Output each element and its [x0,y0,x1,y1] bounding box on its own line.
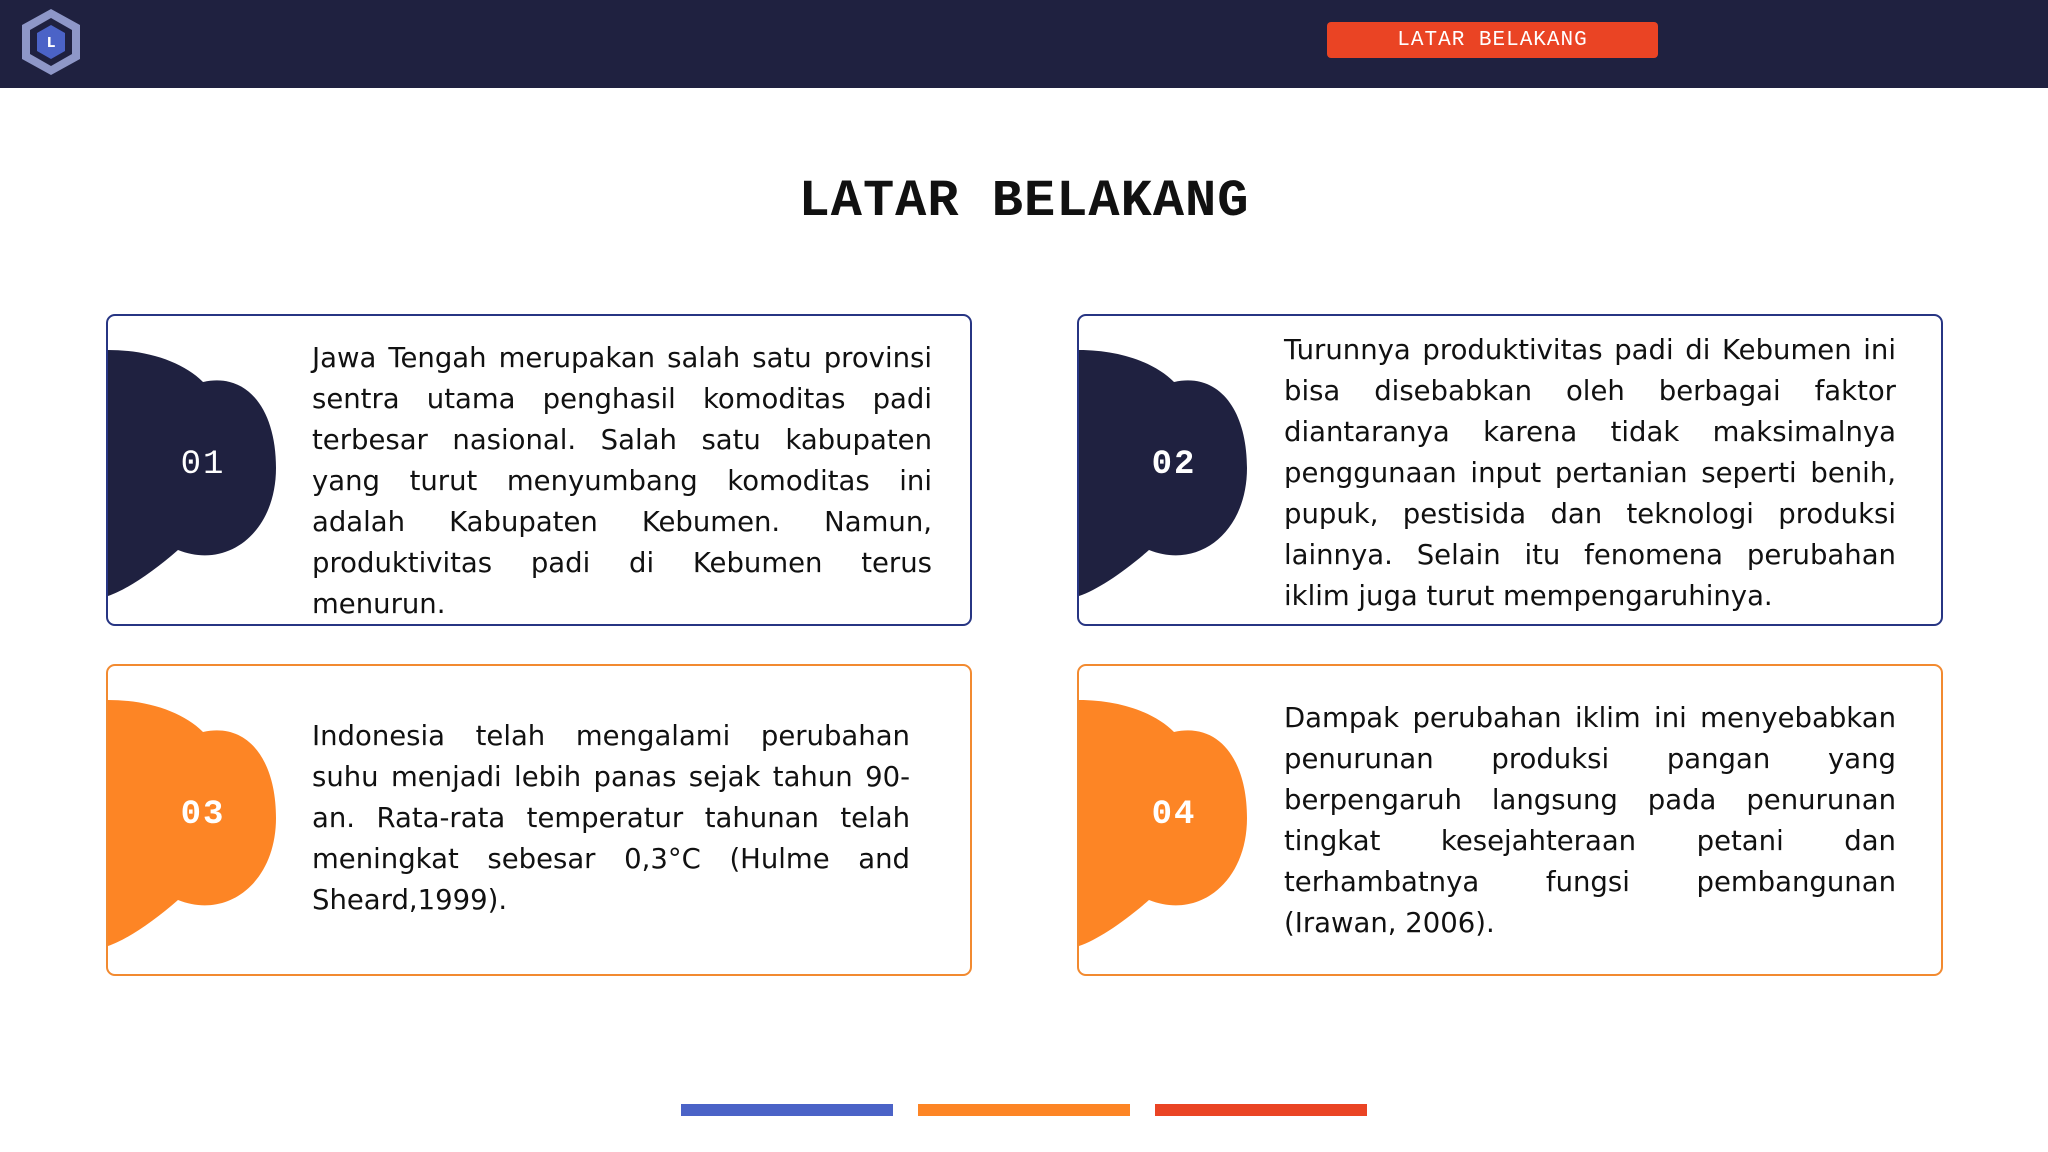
card-03-number: 03 [180,796,226,834]
card-01-text: Jawa Tengah merupakan salah satu provinsi sentra utama penghasil komoditas padi terbesar nasional. Salah satu kabupaten yang turut menyumbang komoditas ini adalah Kabupaten Kebumen. Namun, produktivitas padi di Kebumen terus menurun. [312,342,932,620]
card-04-number: 04 [1151,796,1197,834]
card-04-text: Dampak perubahan iklim ini menyebabkan penurunan produksi pangan yang berpengaruh langsung pada penurunan tingkat kesejahteraan petani dan terhambatnya fungsi pembangunan (Irawan, 2006). [1284,702,1896,939]
nav-latar-belakang-button[interactable]: LATAR BELAKANG [1327,22,1658,58]
card-04 [1077,664,1943,976]
card-03 [106,664,972,976]
card-02-number: 02 [1151,446,1197,484]
page-title: LATAR BELAKANG [798,172,1250,231]
hexagon-logo-icon[interactable] [18,7,84,77]
card-02-text: Turunnya produktivitas padi di Kebumen ini bisa disebabkan oleh berbagai faktor diantaranya karena tidak maksimalnya penggunaan input pertanian seperti benih, pupuk, pestisida dan teknologi produksi lainnya. Selain itu fenomena perubahan iklim juga turut mempengaruhinya. [1284,334,1896,612]
card-01 [106,314,972,626]
decor-bar-orange [918,1104,1130,1116]
logo-letter: L [46,36,56,51]
card-02 [1077,314,1943,626]
decor-bar-blue [681,1104,893,1116]
top-bar [0,0,2048,88]
card-01-number: 01 [180,446,226,484]
card-03-text: Indonesia telah mengalami perubahan suhu menjadi lebih panas sejak tahun 90-an. Rata-rata temperatur tahunan telah meningkat sebesar 0,3°C (Hulme and Sheard,1999). [312,720,910,916]
decor-bar-red [1155,1104,1367,1116]
